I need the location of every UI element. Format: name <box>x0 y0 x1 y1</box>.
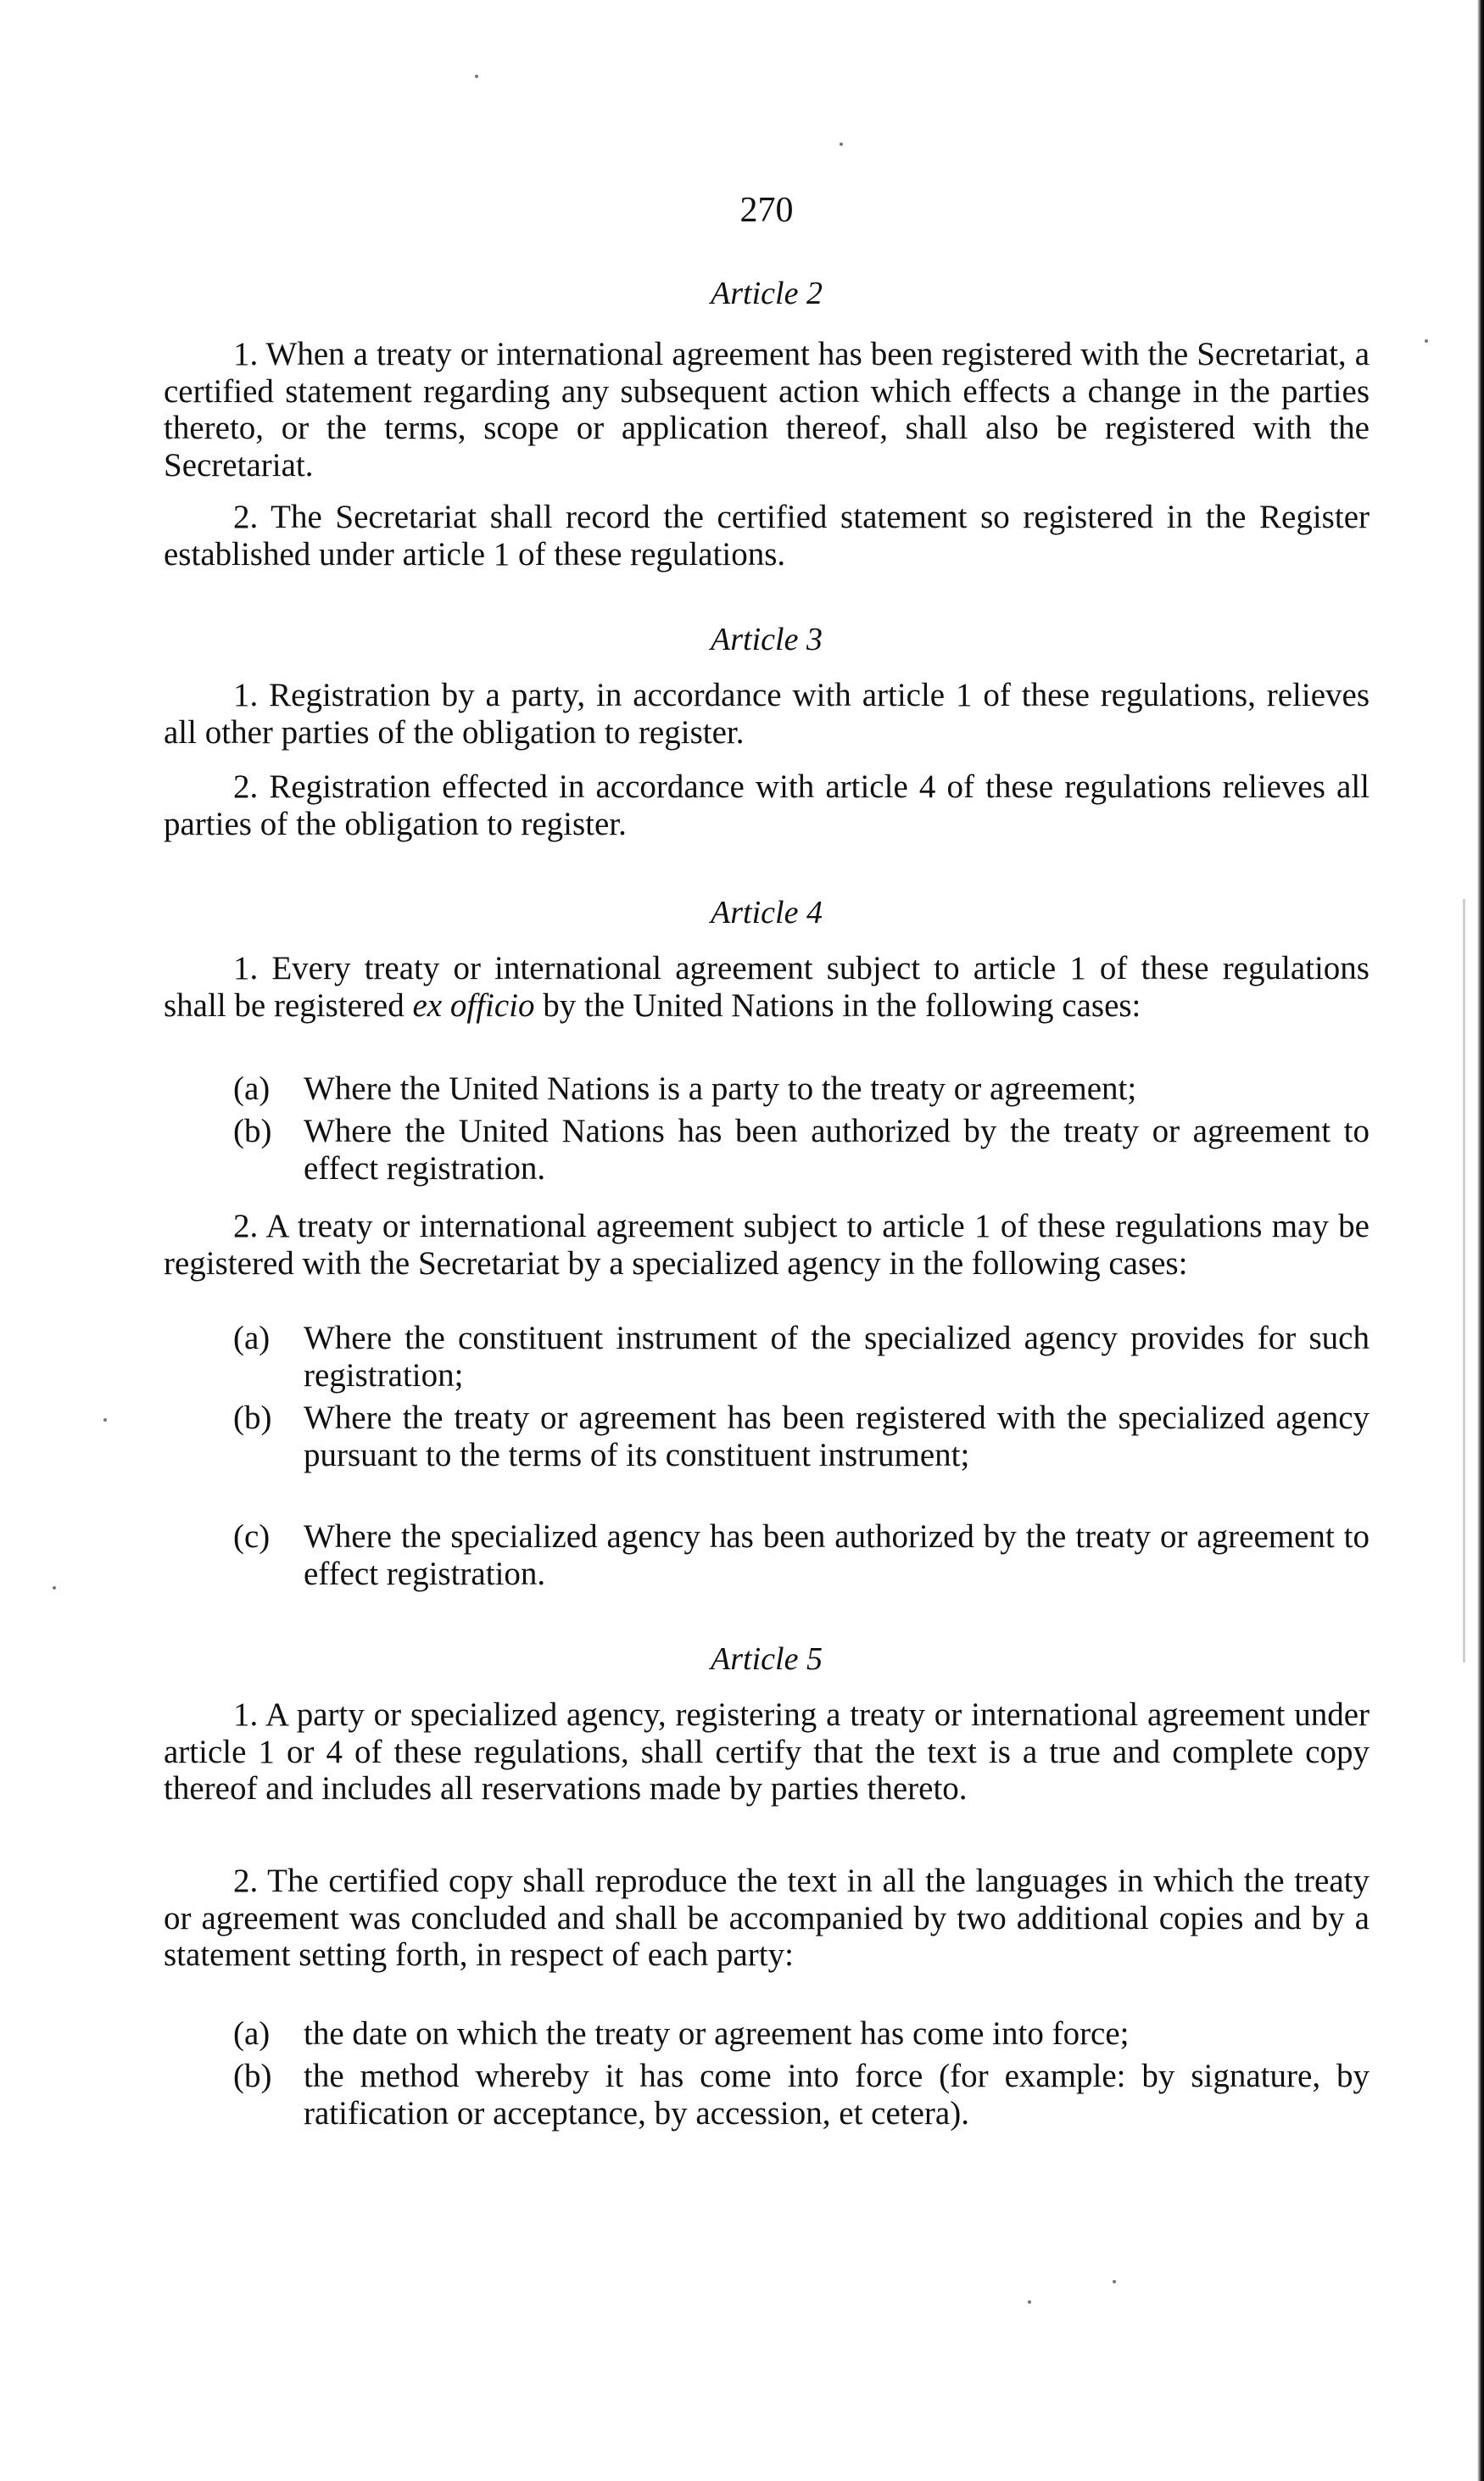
article-3-paragraph-1: 1. Registration by a party, in accordance with article 1 of these regulations, relieves all other parties of the obligation to register. <box>164 677 1370 751</box>
article-2-paragraph-1: 1. When a treaty or international agreement has been registered with the Secretariat, a certified statement regarding any subsequent action which effects a change in the parties thereto, or the terms, scope or application thereof, shall also be registered with the Secretariat. <box>164 336 1370 483</box>
scan-speck <box>475 75 478 78</box>
article-5-paragraph-2: 2. The certified copy shall reproduce the text in all the languages in which the treaty or agreement was concluded and shall be accompanied by two additional copies and by a statement setting forth, in respect of each party: <box>164 1863 1370 1973</box>
scan-speck <box>1425 339 1428 343</box>
article-3-heading: Article 3 <box>711 622 823 657</box>
item-text: Where the constituent instrument of the specialized agency provides for such registration; <box>304 1320 1370 1394</box>
article-4-p1-text-start: 1. Every treaty or international agreement subject to article 1 of these regulations shall be registered <box>164 950 1370 1024</box>
page-scan-shadow <box>1463 899 1465 1662</box>
item-label: (a) <box>233 1320 271 1356</box>
article-4-p1-text-end: by the United Nations in the following cases: <box>534 986 1141 1024</box>
scan-speck <box>103 1418 107 1422</box>
latin-term-ex-officio: ex officio <box>412 986 535 1024</box>
scan-speck <box>1028 2300 1031 2304</box>
article-3-paragraph-2: 2. Registration effected in accordance with article 4 of these regulations relieves all parties of the obligation to register. <box>164 768 1370 842</box>
article-5-paragraph-1: 1. A party or specialized agency, registering a treaty or international agreement under article 1 or 4 of these regulations, shall certify that the text is a true and complete copy thereof and includes all reservations made by parties thereto. <box>164 1696 1370 1807</box>
item-text: the date on which the treaty or agreement has come into force; <box>304 2015 1130 2052</box>
article-5-heading: Article 5 <box>711 1641 823 1677</box>
article-4-paragraph-1 <box>164 950 1370 1024</box>
article-2-paragraph-2: 2. The Secretariat shall record the certified statement so registered in the Register established under article 1 of these regulations. <box>164 499 1370 573</box>
article-2-heading: Article 2 <box>711 276 823 311</box>
page-scan-edge <box>1477 0 1484 2481</box>
item-label: (b) <box>233 2058 272 2094</box>
item-label: (c) <box>233 1518 271 1555</box>
item-text: Where the specialized agency has been authorized by the treaty or agreement to effect registration. <box>304 1518 1370 1592</box>
scan-speck <box>53 1586 56 1590</box>
scan-speck <box>840 142 843 146</box>
item-label: (a) <box>233 2015 271 2052</box>
article-4-p1-item-a <box>164 1070 1370 1108</box>
item-text: the method whereby it has come into force (for example: by signature, by ratification or acceptance, by accession, et cetera). <box>304 2058 1370 2132</box>
article-4-p2-item-c <box>164 1518 1370 1592</box>
item-text: Where the United Nations has been authorized by the treaty or agreement to effect registration. <box>304 1113 1370 1187</box>
item-text: Where the United Nations is a party to the treaty or agreement; <box>304 1070 1137 1107</box>
article-4-paragraph-2: 2. A treaty or international agreement subject to article 1 of these regulations may be registered with the Secretariat by a specialized agency in the following cases: <box>164 1208 1370 1282</box>
item-label: (a) <box>233 1070 271 1107</box>
page-number: 270 <box>739 191 794 230</box>
article-4-heading: Article 4 <box>711 895 823 930</box>
article-4-p2-item-b <box>164 1400 1370 1473</box>
item-text: Where the treaty or agreement has been registered with the specialized agency pursuant to the terms of its constituent instrument; <box>304 1400 1370 1473</box>
item-label: (b) <box>233 1400 272 1436</box>
article-5-p2-item-b <box>164 2058 1370 2132</box>
scan-speck <box>1113 2280 1116 2283</box>
article-4-p2-item-a <box>164 1320 1370 1394</box>
article-5-p2-item-a <box>164 2015 1370 2053</box>
article-4-p1-item-b <box>164 1113 1370 1187</box>
item-label: (b) <box>233 1113 272 1149</box>
